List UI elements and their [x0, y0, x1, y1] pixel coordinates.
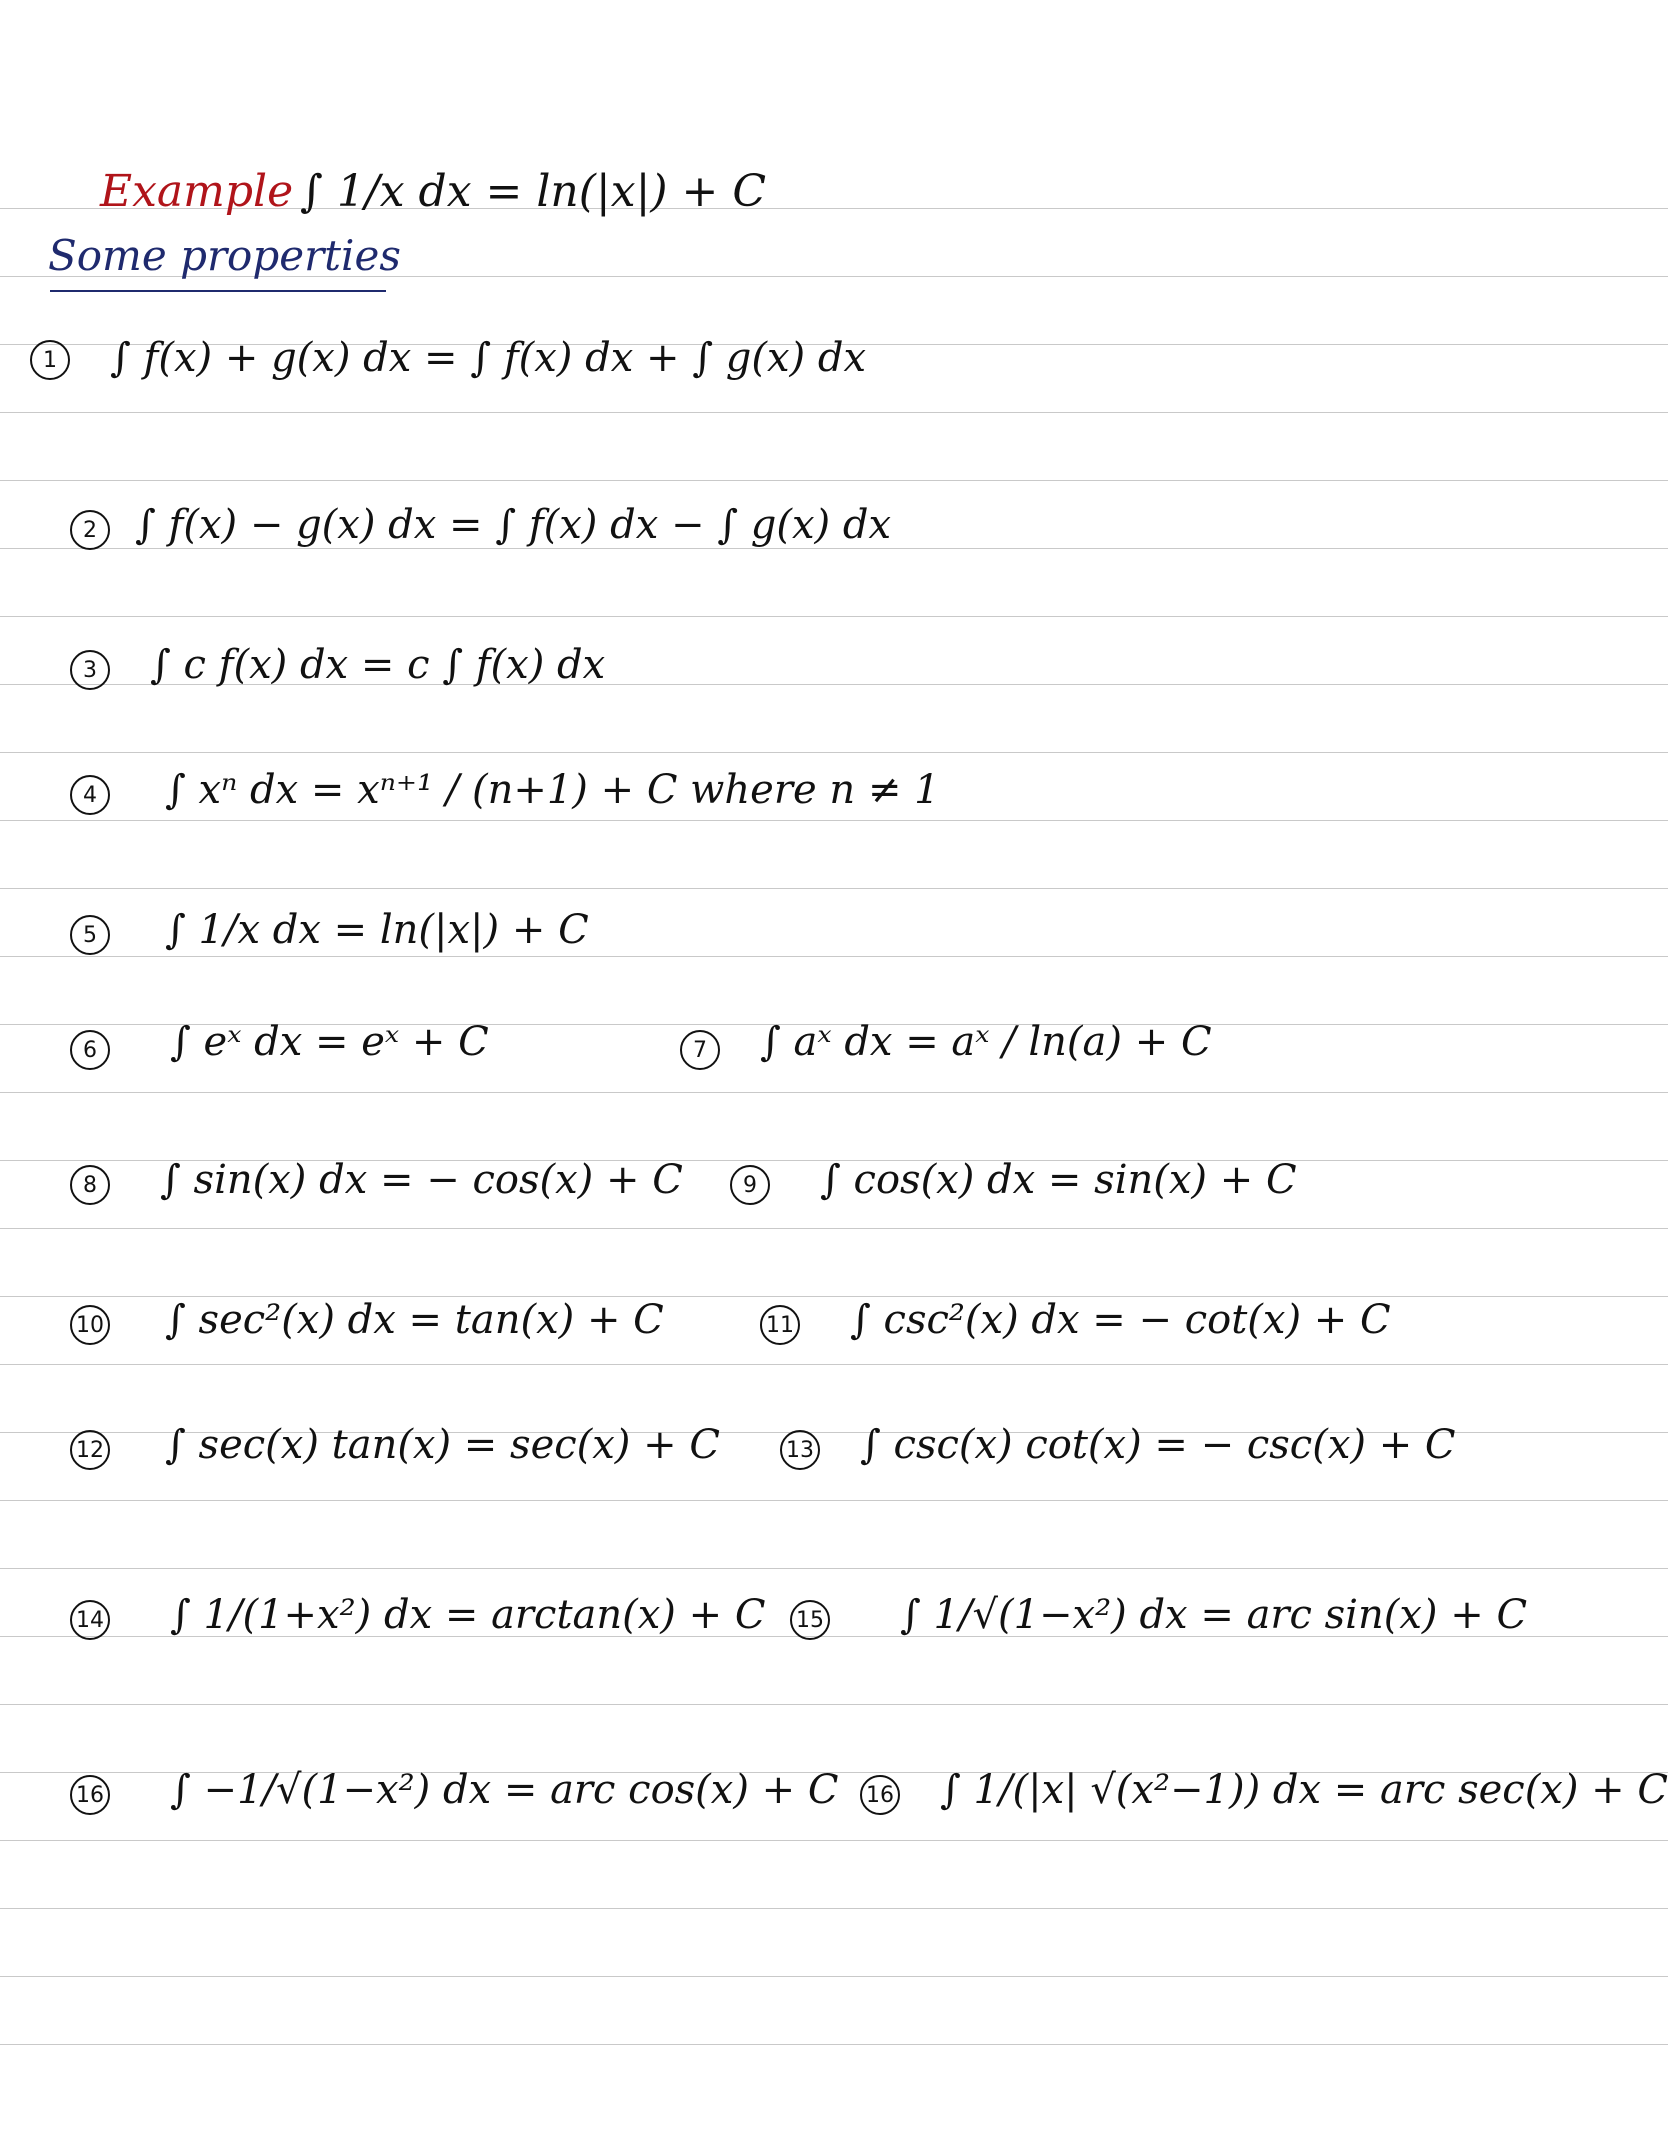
- formula-constant-multiple: ∫ c f(x) dx = c ∫ f(x) dx: [150, 642, 606, 688]
- formula-sum-rule: ∫ f(x) + g(x) dx = ∫ f(x) dx + ∫ g(x) dx: [110, 335, 867, 381]
- item-number: 8: [70, 1165, 110, 1205]
- ruled-line: [0, 1364, 1668, 1365]
- ruled-line: [0, 1568, 1668, 1569]
- formula-sin: ∫ sin(x) dx = − cos(x) + C: [160, 1157, 683, 1203]
- item-number: 14: [70, 1600, 110, 1640]
- ruled-line: [0, 1228, 1668, 1229]
- formula-power-rule: ∫ xⁿ dx = xⁿ⁺¹ / (n+1) + C where n ≠ 1: [165, 767, 940, 813]
- example-label: Example: [100, 166, 294, 217]
- formula-reciprocal: ∫ 1/x dx = ln(|x|) + C: [165, 907, 589, 953]
- formula-arcsec: ∫ 1/(|x| √(x²−1)) dx = arc sec(x) + C: [940, 1767, 1668, 1813]
- formula-difference-rule: ∫ f(x) − g(x) dx = ∫ f(x) dx − ∫ g(x) dx: [135, 502, 892, 548]
- ruled-line: [0, 820, 1668, 821]
- ruled-line: [0, 412, 1668, 413]
- formula-arccos: ∫ −1/√(1−x²) dx = arc cos(x) + C: [170, 1767, 839, 1813]
- ruled-line: [0, 616, 1668, 617]
- item-number: 5: [70, 915, 110, 955]
- item-number: 1: [30, 340, 70, 380]
- ruled-line: [0, 1500, 1668, 1501]
- item-number: 16: [70, 1775, 110, 1815]
- item-number: 4: [70, 775, 110, 815]
- section-heading: Some properties: [48, 231, 401, 280]
- formula-exp: ∫ eˣ dx = eˣ + C: [170, 1019, 489, 1065]
- item-number: 16: [860, 1775, 900, 1815]
- formula-arctan: ∫ 1/(1+x²) dx = arctan(x) + C: [170, 1592, 766, 1638]
- ruled-line: [0, 2044, 1668, 2045]
- item-number: 6: [70, 1030, 110, 1070]
- formula-exp-base-a: ∫ aˣ dx = aˣ / ln(a) + C: [760, 1019, 1212, 1065]
- ruled-line: [0, 1840, 1668, 1841]
- item-number: 9: [730, 1165, 770, 1205]
- formula-csc-cot: ∫ csc(x) cot(x) = − csc(x) + C: [860, 1422, 1456, 1468]
- item-number: 11: [760, 1305, 800, 1345]
- formula-csc-squared: ∫ csc²(x) dx = − cot(x) + C: [850, 1297, 1391, 1343]
- item-number: 2: [70, 510, 110, 550]
- formula-sec-tan: ∫ sec(x) tan(x) = sec(x) + C: [165, 1422, 720, 1468]
- ruled-line: [0, 548, 1668, 549]
- item-number: 15: [790, 1600, 830, 1640]
- item-number: 12: [70, 1430, 110, 1470]
- formula-cos: ∫ cos(x) dx = sin(x) + C: [820, 1157, 1297, 1203]
- formula-arcsin: ∫ 1/√(1−x²) dx = arc sin(x) + C: [900, 1592, 1528, 1638]
- item-number: 7: [680, 1030, 720, 1070]
- ruled-line: [0, 1976, 1668, 1977]
- ruled-line: [0, 956, 1668, 957]
- ruled-line: [0, 1704, 1668, 1705]
- item-number: 3: [70, 650, 110, 690]
- ruled-line: [0, 888, 1668, 889]
- ruled-line: [0, 1908, 1668, 1909]
- heading-underline: [50, 290, 386, 292]
- example-formula: ∫ 1/x dx = ln(|x|) + C: [300, 166, 767, 217]
- item-number: 13: [780, 1430, 820, 1470]
- ruled-line: [0, 1092, 1668, 1093]
- formula-sec-squared: ∫ sec²(x) dx = tan(x) + C: [165, 1297, 664, 1343]
- ruled-line: [0, 752, 1668, 753]
- item-number: 10: [70, 1305, 110, 1345]
- ruled-line: [0, 480, 1668, 481]
